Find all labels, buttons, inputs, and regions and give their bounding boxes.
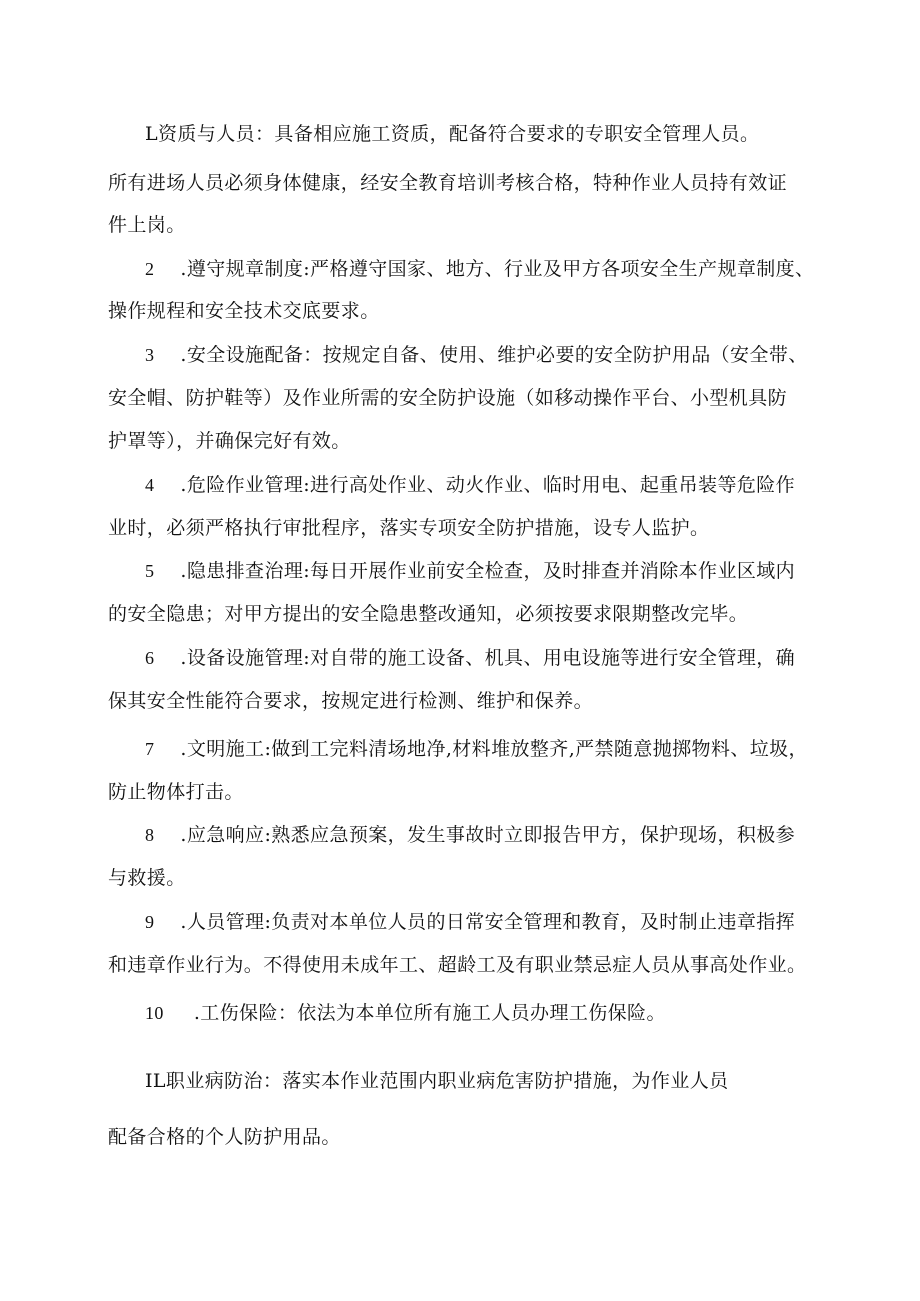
item-number: 2 xyxy=(145,259,155,279)
item-number: 9 xyxy=(145,912,155,932)
item-number: 3 xyxy=(145,345,155,365)
item-text: .安全设施配备：按规定自备、使用、维护必要的安全防护用品（安全带、 xyxy=(180,344,808,366)
paragraph-1-line-2: 所有进场人员必须身体健康，经安全教育培训考核合格，特种作业人员持有效证 xyxy=(108,172,788,194)
item-number: 7 xyxy=(145,739,155,759)
item-number: 8 xyxy=(145,825,155,845)
item-number: 10 xyxy=(145,1003,164,1023)
item-text: .危险作业管理:进行高处作业、动火作业、临时用电、起重吊装等危险作 xyxy=(180,474,796,496)
paragraph-5-line-2: 的安全隐患；对甲方提出的安全隐患整改通知，必须按要求限期整改完毕。 xyxy=(108,603,749,625)
paragraph-4-line-1 xyxy=(145,472,795,498)
item-number: 6 xyxy=(145,648,155,668)
paragraph-11-line-2: 配备合格的个人防护用品。 xyxy=(108,1126,341,1148)
paragraph-3-line-2: 安全帽、防护鞋等）及作业所需的安全防护设施（如移动操作平台、小型机具防 xyxy=(108,387,788,409)
paragraph-10-line-1 xyxy=(145,1000,666,1026)
item-text: .遵守规章制度:严格遵守国家、地方、行业及甲方各项安全生产规章制度、 xyxy=(180,258,815,280)
item-number: 4 xyxy=(145,475,155,495)
item-text: .应急响应:熟悉应急预案，发生事故时立即报告甲方，保护现场，积极参 xyxy=(180,824,796,846)
paragraph-2-line-1 xyxy=(145,256,814,282)
paragraph-9-line-1 xyxy=(145,909,795,935)
item-text: .人员管理:负责对本单位人员的日常安全管理和教育，及时制止违章指挥 xyxy=(180,911,796,933)
paragraph-7-line-1 xyxy=(145,736,808,762)
paragraph-1-line-3: 件上岗。 xyxy=(108,214,186,236)
paragraph-1-line-1: L资质与人员：具备相应施工资质，配备符合要求的专职安全管理人员。 xyxy=(145,123,760,145)
paragraph-3-line-3: 护罩等），并确保完好有效。 xyxy=(108,430,351,452)
paragraph-11-line-1: IL职业病防治：落实本作业范围内职业病危害防护措施，为作业人员 xyxy=(145,1070,729,1092)
item-number: 5 xyxy=(145,561,155,581)
paragraph-9-line-2: 和违章作业行为。不得使用未成年工、超龄工及有职业禁忌症人员从事高处作业。 xyxy=(108,954,807,976)
paragraph-8-line-1 xyxy=(145,822,795,848)
item-text: .隐患排查治理:每日开展作业前安全检查，及时排查并消除本作业区域内 xyxy=(180,560,796,582)
item-text: .文明施工:做到工完料清场地净,材料堆放整齐,严禁随意抛掷物料、垃圾， xyxy=(180,738,808,760)
paragraph-6-line-2: 保其安全性能符合要求，按规定进行检测、维护和保养。 xyxy=(108,690,594,712)
paragraph-8-line-2: 与救援。 xyxy=(108,867,186,889)
paragraph-6-line-1 xyxy=(145,645,795,671)
paragraph-7-line-2: 防止物体打击。 xyxy=(108,781,244,803)
paragraph-4-line-2: 业时，必须严格执行审批程序，落实专项安全防护措施，设专人监护。 xyxy=(108,517,710,539)
paragraph-2-line-2: 操作规程和安全技术交底要求。 xyxy=(108,300,380,322)
item-text: .工伤保险：依法为本单位所有施工人员办理工伤保险。 xyxy=(193,1002,666,1024)
item-text: .设备设施管理:对自带的施工设备、机具、用电设施等进行安全管理，确 xyxy=(180,647,796,669)
paragraph-3-line-1 xyxy=(145,342,808,368)
paragraph-5-line-1 xyxy=(145,558,795,584)
